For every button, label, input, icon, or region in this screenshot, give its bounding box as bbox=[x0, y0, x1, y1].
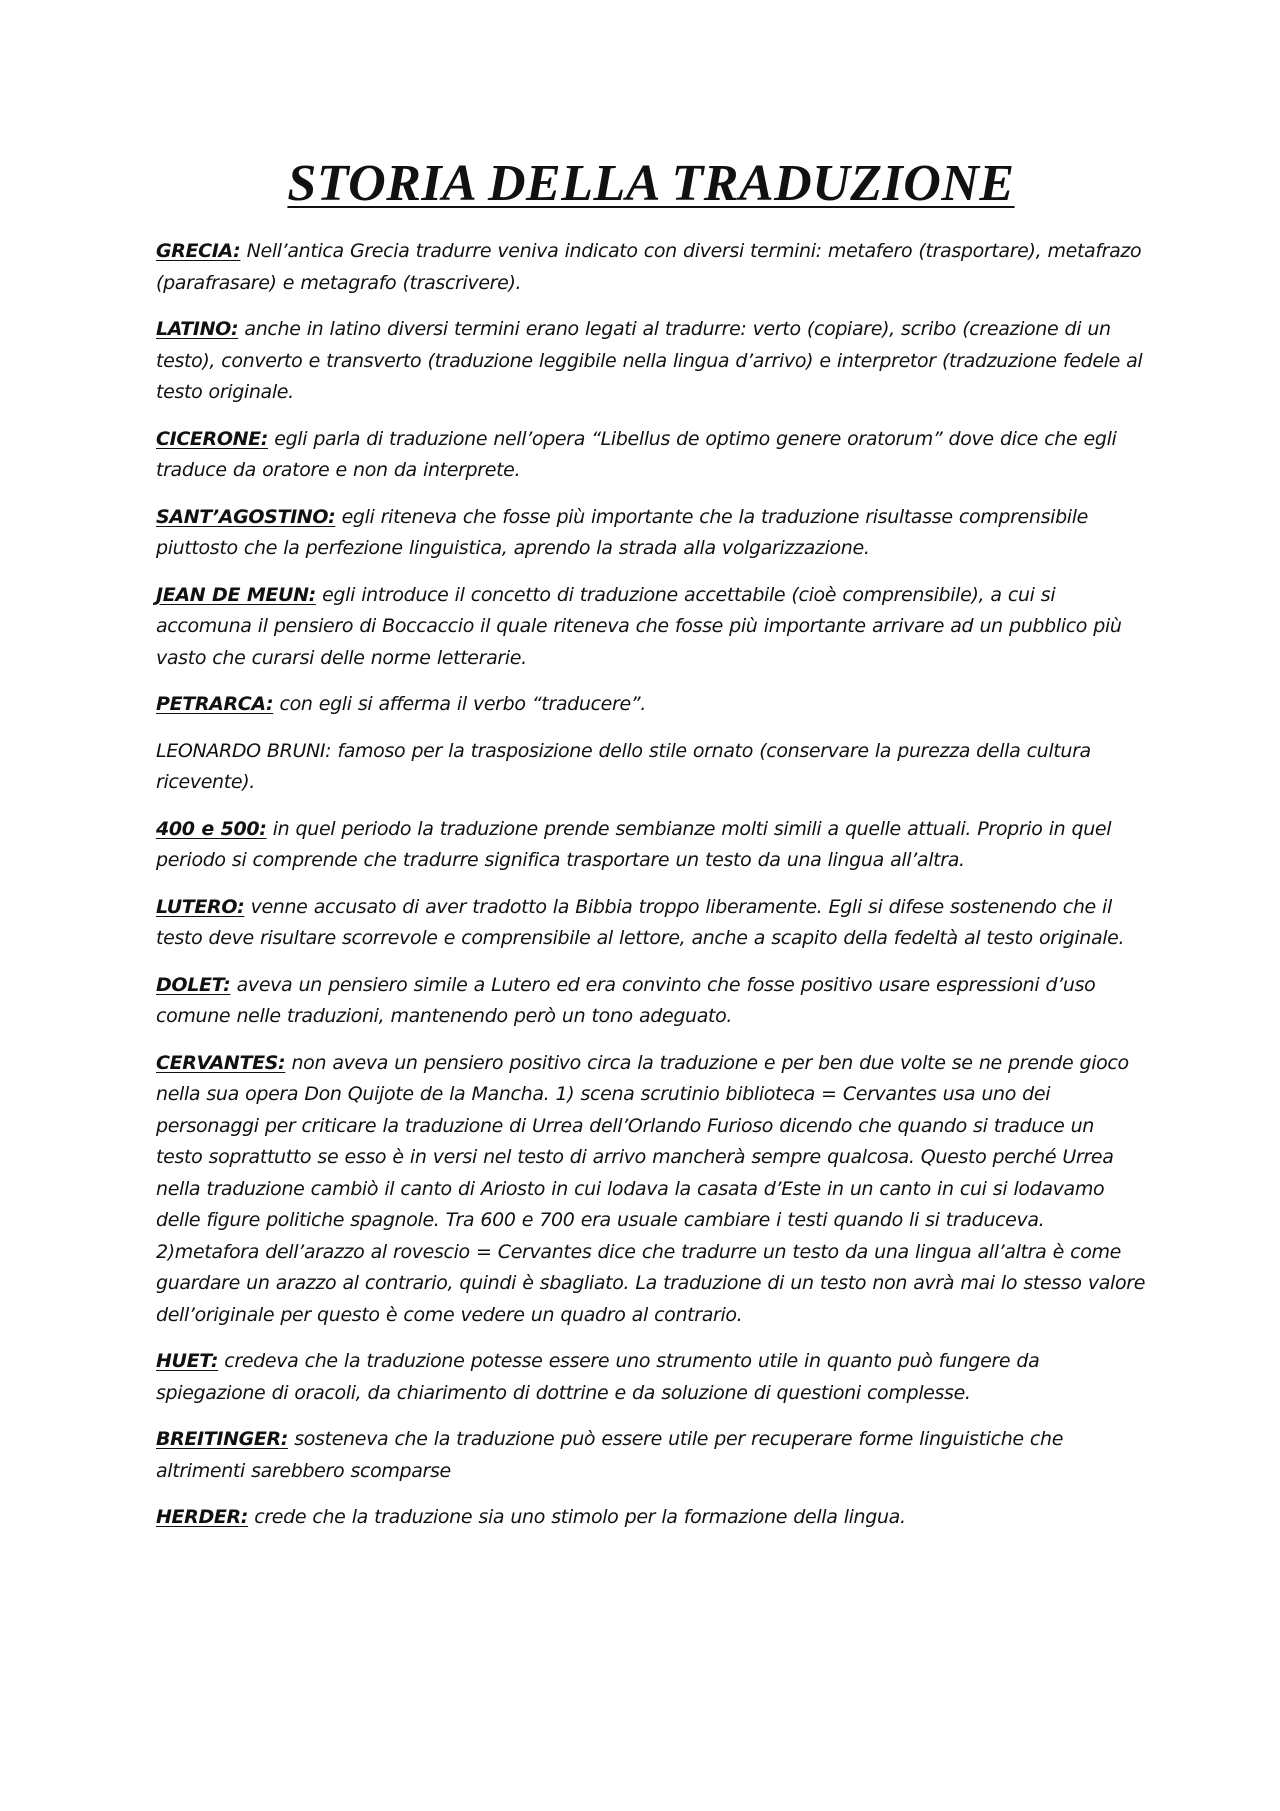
section-label: BREITINGER: bbox=[156, 1428, 289, 1450]
section-label: HERDER: bbox=[156, 1506, 249, 1528]
section-text: venne accusato di aver tradotto la Bibbia troppo liberamente. Egli si difese sostenendo che il testo deve risultare scorrevole e comprensibile al lettore, anche a scapito della fedeltà al testo originale. bbox=[156, 895, 1125, 949]
section-label: 400 e 500: bbox=[156, 817, 267, 840]
section-label: GRECIA: bbox=[156, 240, 241, 262]
section-label: LEONARDO BRUNI: bbox=[156, 739, 332, 762]
section-label: CICERONE: bbox=[156, 427, 269, 450]
section-dolet bbox=[156, 970, 1146, 1033]
section-label: PETRARCA: bbox=[156, 693, 274, 715]
section-text: Nell’antica Grecia tradurre veniva indicato con diversi termini: metafero (trasportare), metafrazo (parafrasare) e metagrafo (trascrivere). bbox=[156, 240, 1142, 294]
section-text: con egli si afferma il verbo “traducere”. bbox=[273, 693, 646, 715]
section-label: CERVANTES: bbox=[156, 1051, 286, 1074]
section-text: aveva un pensiero simile a Lutero ed era convinto che fosse positivo usare espressioni d’uso comune nelle traduzioni, mantenendo però un tono adeguato. bbox=[156, 973, 1096, 1027]
section-petrarca bbox=[156, 689, 1146, 721]
section-text: egli parla di traduzione nell’opera “Libellus de optimo genere oratorum” dove dice che egli traduce da oratore e non da interprete. bbox=[156, 427, 1117, 481]
section-text: egli introduce il concetto di traduzione accettabile (cioè comprensibile), a cui si accomuna il pensiero di Boccaccio il quale riteneva che fosse più importante arrivare ad un pubblico più vasto che curarsi delle norme letterarie. bbox=[156, 583, 1122, 669]
section-400-500 bbox=[156, 814, 1146, 877]
section-label: DOLET: bbox=[156, 973, 231, 996]
section-label: LUTERO: bbox=[156, 895, 245, 918]
section-text: credeva che la traduzione potesse essere uno strumento utile in quanto può fungere da spiegazione di oracoli, da chiarimento di dottrine e da soluzione di questioni complesse. bbox=[156, 1350, 1040, 1404]
section-sant-agostino bbox=[156, 502, 1146, 565]
page-title: STORIA DELLA TRADUZIONE bbox=[287, 155, 1015, 212]
document-page bbox=[156, 150, 1146, 1549]
section-herder bbox=[156, 1502, 1146, 1534]
section-text: sosteneva che la traduzione può essere utile per recuperare forme linguistiche che altrimenti sarebbero scomparse bbox=[156, 1428, 1064, 1482]
section-cervantes bbox=[156, 1048, 1146, 1332]
section-text: in quel periodo la traduzione prende sembianze molti simili a quelle attuali. Proprio in quel periodo si comprende che tradurre significa trasportare un testo da una lingua all’altra. bbox=[156, 817, 1112, 871]
section-jean-de-meun bbox=[156, 580, 1146, 675]
section-text: non aveva un pensiero positivo circa la traduzione e per ben due volte se ne prende gioco nella sua opera Don Quijote de la Mancha. 1) scena scrutinio biblioteca = Cervantes usa uno dei personaggi per criticare la traduzione di Urrea dell’Orlando Furioso dicendo che quando si traduce un testo soprattutto se esso è in versi nel testo di arrivo mancherà sempre qualcosa. Questo perché Urrea nella traduzione cambiò il canto di Ariosto in cui lodava la casata d’Este in un canto in cui si lodavamo delle figure politiche spagnole. Tra 600 e 700 era usuale cambiare i testi quando li si traduceva. 2)metafora dell’arazzo al rovescio = Cervantes dice che tradurre un testo da una lingua all’altra è come guardare un arazzo al contrario, quindi è sbagliato. La traduzione di un testo non avrà mai lo stesso valore dell’originale per questo è come vedere un quadro al contrario. bbox=[156, 1051, 1146, 1326]
section-latino bbox=[156, 314, 1146, 409]
section-label: HUET: bbox=[156, 1350, 219, 1372]
section-label: JEAN DE MEUN: bbox=[156, 583, 316, 606]
section-grecia bbox=[156, 236, 1146, 299]
section-huet bbox=[156, 1346, 1146, 1409]
section-label: LATINO: bbox=[156, 318, 239, 340]
section-text: crede che la traduzione sia uno stimolo per la formazione della lingua. bbox=[248, 1506, 906, 1528]
section-leonardo-bruni bbox=[156, 736, 1146, 799]
section-text: famoso per la trasposizione dello stile ornato (conservare la purezza della cultura ricevente). bbox=[156, 739, 1091, 793]
section-cicerone bbox=[156, 424, 1146, 487]
section-label: SANT’AGOSTINO: bbox=[156, 505, 336, 528]
section-lutero bbox=[156, 892, 1146, 955]
section-text: egli riteneva che fosse più importante che la traduzione risultasse comprensibile piuttosto che la perfezione linguistica, aprendo la strada alla volgarizzazione. bbox=[156, 505, 1088, 559]
section-breitinger bbox=[156, 1424, 1146, 1487]
section-text: anche in latino diversi termini erano legati al tradurre: verto (copiare), scribo (creazione di un testo), converto e transverto (traduzione leggibile nella lingua d’arrivo) e interpretor (tradzuzione fedele al testo originale. bbox=[156, 318, 1143, 403]
